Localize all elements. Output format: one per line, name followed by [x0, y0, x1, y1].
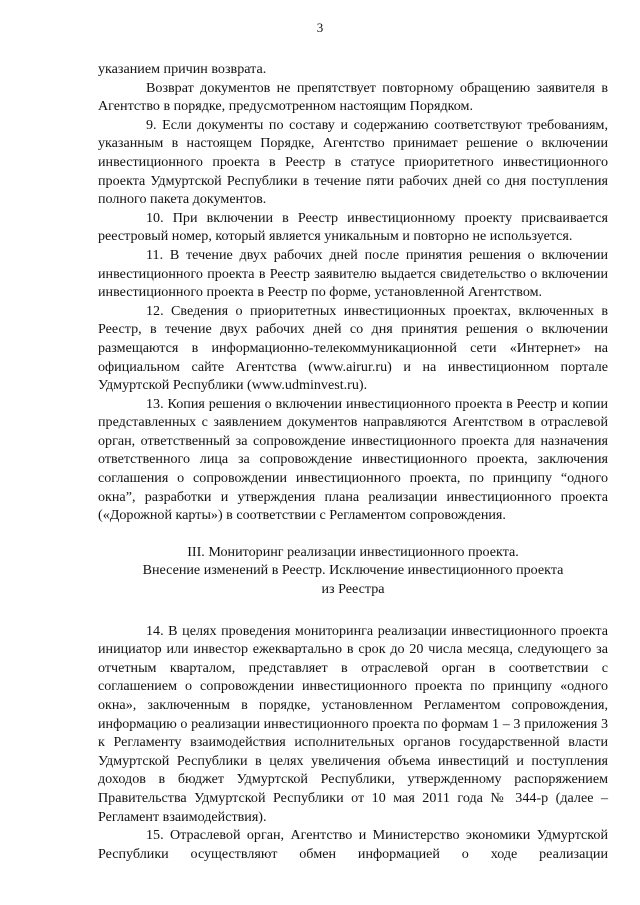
- paragraph-10: 10. При включении в Реестр инвестиционному проекту присваивается реестровый номер, который является уникальным и повторно не используется.: [98, 209, 608, 245]
- document-body: [98, 60, 608, 863]
- section-heading-line-1: III. Мониторинг реализации инвестиционного проекта.: [187, 543, 519, 560]
- paragraph-11: 11. В течение двух рабочих дней после принятия решения о включении инвестиционного проекта в Реестр заявителю выдается свидетельство о включении инвестиционного проекта в Реестр по форме, установленной Агентством.: [98, 246, 608, 301]
- section-heading-line-3: из Реестра: [321, 581, 385, 598]
- paragraph-return-documents: Возврат документов не препятствует повторному обращению заявителя в Агентство в порядке, предусмотренном настоящим Порядком.: [98, 79, 608, 115]
- paragraph-13: 13. Копия решения о включении инвестиционного проекта в Реестр и копии представленных с заявлением документов направляются Агентством в отраслевой орган, ответственный за сопровождение инвестиционного проекта для назначения ответственного лица за сопровождение инвестиционного проекта, заключения соглашения о сопровождении инвестиционного проекта, по принципу “одного окна”, разработки и утверждения плана реализации инвестиционного проекта («Дорожной карты») в соответствии с Регламентом сопровождения.: [98, 395, 608, 524]
- paragraph-9: 9. Если документы по составу и содержанию соответствуют требованиям, указанным в настоящем Порядке, Агентство принимает решение о включении инвестиционного проекта в Реестр в статусе приоритетного инвестиционного проекта Удмуртской Республики в течение пяти рабочих дней со дня поступления полного пакета документов.: [98, 116, 608, 208]
- paragraph-12: 12. Сведения о приоритетных инвестиционных проектах, включенных в Реестр, в течение двух рабочих дней со дня принятия решения о включении размещаются в информационно-телекоммуникационной сети «Интернет» на официальном сайте Агентства (www.airur.ru) и на инвестиционном портале Удмуртской Республики (www.udminvest.ru).: [98, 302, 608, 394]
- section-heading: [98, 543, 608, 599]
- paragraph-15: 15. Отраслевой орган, Агентство и Министерство экономики Удмуртской Республики осуществляют обмен информацией о ходе реализации: [98, 827, 608, 862]
- paragraph-14: 14. В целях проведения мониторинга реализации инвестиционного проекта инициатор или инвестор ежеквартально в срок до 20 числа месяца, следующего за отчетным кварталом, представляет в отраслевой орган в соответствии с соглашением о сопровождении инвестиционного проекта по принципу «одного окна», заключенным в порядке, установленном Регламентом сопровождения, информацию о реализации инвестиционного проекта по формам 1 – 3 приложения 3 к Регламенту взаимодействия исполнительных органов государственной власти Удмуртской Республики в целях увеличения объема инвестиций и поступления доходов в бюджет Удмуртской Республики, утвержденному распоряжением Правительства Удмуртской Республики от 10 мая 2011 года № 344-р (далее – Регламент взаимодействия).: [98, 622, 608, 825]
- page-number: 3: [316, 20, 324, 35]
- section-heading-line-2: Внесение изменений в Реестр. Исключение инвестиционного проекта: [142, 562, 564, 579]
- paragraph-continuation: указанием причин возврата.: [98, 61, 267, 77]
